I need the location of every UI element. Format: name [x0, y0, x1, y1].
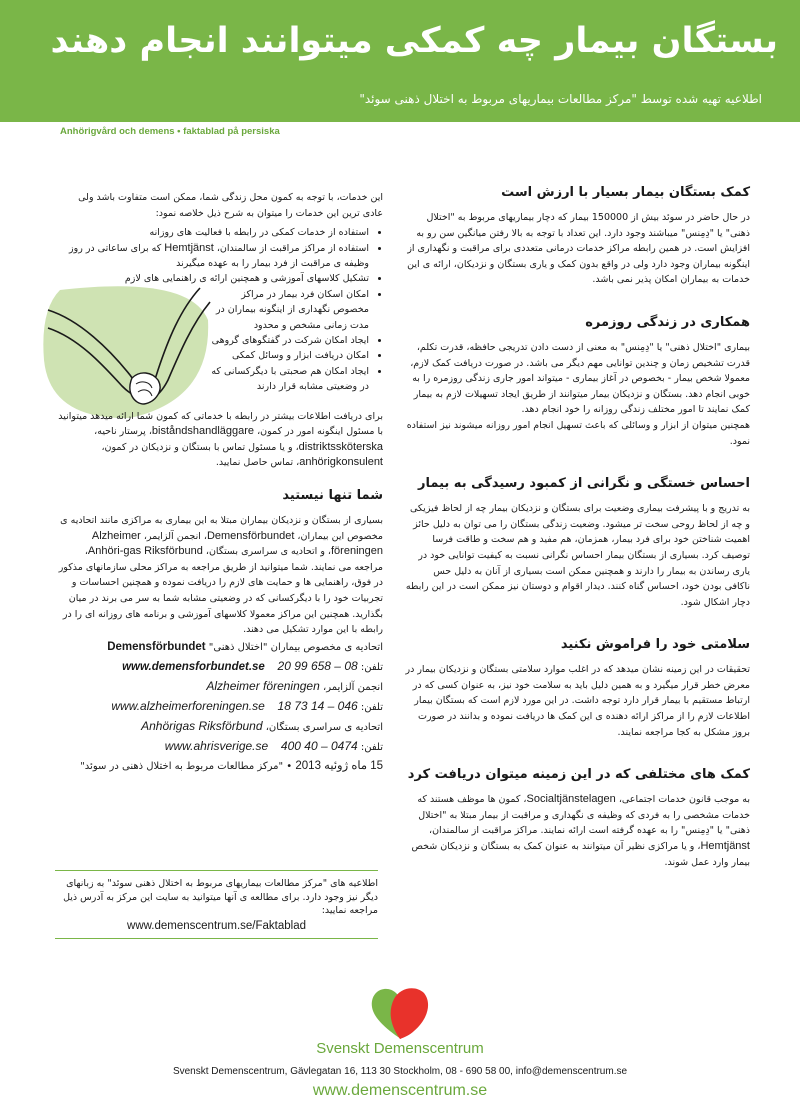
swedish-term: Hemtjänst: [164, 241, 214, 254]
org2-contact: تلفن: 046 – 14 73 18 www.alzheimerforeningen.se: [111, 698, 383, 713]
section-heading: کمک بستگان بیمار بسیار با ارزش است: [501, 185, 750, 200]
section-own-health: [405, 636, 750, 740]
swedish-term: Hemtjänst: [700, 840, 750, 853]
factsheet-link[interactable]: www.demenscentrum.se/Faktablad: [127, 919, 306, 932]
page-subtitle: اطلاعیه تهیه شده توسط "مرکز مطالعات بیماریهای مربوط به اختلال ذهنی سوئد": [359, 92, 762, 106]
org1-name: اتحادیه ی مخصوص بیماران "اختلال ذهنی" Demensförbundet: [107, 640, 383, 653]
org2-name: انجمن آلزایمر، Alzheimer föreningen: [206, 678, 383, 693]
org3-name: اتحادیه ی سراسری بستگان، Anhörigas Riksförbund: [141, 718, 383, 733]
list-item: • امکان اسکان فرد بیمار در مراکز مخصوص نگهداری از اینگونه بیماران در مدت زمانی مشخص و محدود: [209, 287, 369, 333]
section-body: در حال حاضر در سوئد بیش از 150000 بیمار که دچار بیماریهای مربوط به "اختلال ذهنی" یا "دِمِنس" میباشند وجود دارد. این تعداد با توجه به بالا رفتن میانگین سن رو به افزایش است. در همین رابطه مراکز خدمات درمانی متعددی برای مراقبت و نگهداری از اینگونه بیماران وجود دارد ولی در واقع بدون کمک و یاری بستگان و نزدیکان، ارائه ی این خدمات به بیماران امکان پذیر نمی باشد.: [407, 212, 750, 286]
left-column: [55, 190, 383, 776]
section-available-help: [405, 766, 750, 870]
org2-phone: 046 – 14 73 18: [277, 698, 358, 713]
org3-phone: 0474 – 40 400: [280, 738, 358, 753]
org1-phone: 08 – 658 99 20: [277, 658, 358, 673]
list-item: • استفاده از مراکز مراقبت از سالمندان، Hemtjänst که برای ساعاتی در روز وظیفه ی مراقبت از فرد بیمار را به عهده میگیرند: [55, 241, 369, 272]
swedish-term: Alzheimer föreningen: [91, 529, 383, 558]
org2-website[interactable]: www.alzheimerforeningen.se: [111, 698, 265, 713]
publication-date-line: 15 ماه ژوئیه 2013 • "مرکز مطالعات مربوط به اختلال ذهنی در سوئد": [80, 759, 383, 772]
not-alone-body: بسیاری از بستگان و نزدیکان بیماران مبتلا به این بیماری به مراکزی مانند اتحادیه ی مخصوص این بیماران، Demensförbundet، انجمن آلزایمر، Alzheimer föreningen، و اتحادیه ی سراسری بستگان، Anhöri-gas Riksförbund، مراجعه می نمایند. شما میتوانید از طریق مراجعه به مراکز محلی سازمانهای مذکور در فوق، راهنمایی ها و حمایت های لازم را دریافت نموده و همچنین احساسات و تجربیات خود را با دیگرکسانی که در وضعیتی مشابه شما به سر می برند در میان بگذارید. همچنین این مراکز معمولا کلاسهای آموزشی و برنامه های روزانه ای را در رابطه با این موارد تشکیل می دهند.: [58, 515, 383, 636]
list-item: • تشکیل کلاسهای آموزشی و همچنین ارائه ی راهنمایی های لازم: [55, 271, 369, 286]
section-body: به تدریج و با پیشرفت بیماری وضعیت برای بستگان و نزدیکان بیمار چه از لحاظ فیزیکی و چه از لحاظ روحی سخت تر میشود. وضعیت زندگی بستگان را می توان به دلیل حائز اهمیت شناختن خود برای فرد بیمار، همزمان، هم مفید و هم سخت و طاقت فرسا توصیف کرد. بسیاری از بستگان بیمار احساس نگرانی نسبت به کیفیت توانایی خود در یاری رساندن به بیمار را دارند و همچنین ممکن است بسیاری از آنان به دلیل حس ناکافی بودن خود، احساس گناه کنند. دیدار اقوام و دوستان نیز ممکن است در این رابطه دچار اشکال شود.: [405, 503, 750, 608]
section-heading: کمک های مختلفی که در این زمینه میتوان دریافت کرد: [407, 767, 750, 783]
swedish-term: Demensförbundet: [206, 529, 295, 542]
org1-website[interactable]: www.demensforbundet.se: [122, 660, 265, 673]
section-body-2: همچنین میتوان از ابزار و وسائلی که باعث تسهیل انجام امور روزانه میشوند نیز استفاده نمود.: [406, 419, 750, 447]
organization-address: Svenskt Demenscentrum, Gävlegatan 16, 113 30 Stockholm, 08 - 690 58 00, info@demenscentrum.se: [172, 1066, 628, 1077]
section-body: بیماری "اختلال ذهنی" یا "دِمِنس" به معنی از دست دادن تدریجی حافظه، قدرت تکلم، قدرت تشخیص زمان و چندین توانایی مهم دیگر می باشد. در صورت دریافت کمک لازم، معمولا شخص بیمار - بخصوص در آغاز بیماری - میتواند امور جاری زندگی روزمره را به خوبی انجام دهد. بستگان و نزدیکان بیمار میتوانند از طریق ایجاد تسهیلات لازم به بیمار کمک نمایند تا امور مختلف زندگی روزانه را خود انجام دهد.: [410, 341, 750, 416]
section-body: به موجب قانون خدمات اجتماعی، Socialtjänstelagen، کمون ها موظف هستند که خدمات مشخصی را به فردی که وظیفه ی نگهداری و مراقبت از بیمار مبتلا به "اختلال ذهنی" یا "دِمِنس" را به عهده گرفته است ارائه نمایند. مراکز مراقبت از سالمندان، Hemtjänst، و یا مراکزی نظیر آن میتوانند به عنوان کمک به بستگان و نزدیکان شخص بیمار وارد عمل شوند.: [411, 793, 750, 868]
series-tagline: Anhörigvård och demens • faktablad på persiska: [60, 126, 280, 137]
org1-contact: تلفن: 08 – 658 99 20 www.demensforbundet.se: [122, 658, 383, 673]
section-heading: احساس خستگی و نگرانی از کمبود رسیدگی به بیمار: [418, 476, 750, 492]
list-item: • ایجاد امکان شرکت در گفتگوهای گروهی: [209, 333, 369, 348]
other-languages-box: [55, 870, 378, 939]
section-heading: سلامتی خود را فراموش نکنید: [560, 637, 750, 653]
list-item: • ایجاد امکان هم صحبتی با دیگرکسانی که در وضعیتی مشابه قرار دارند: [204, 364, 369, 395]
section-body: تحقیقات در این زمینه نشان میدهد که در اغلب موارد سلامتی بستگان و نزدیکان بیمار در معرض خطر قرار میگیرد و به همین دلیل باید به سلامت خود نیز، به عنوان کسی که در ارتباط مستقیم با بیمار قرار دارد توجه داشت. در این مورد لازم است که بستگان بیمار اطلاعات لازم را از مراکز ارائه دهنده ی این کمک ها دریافت نموده و بدانند در صورت بروز مشکل به کجا مراجعه نمایند.: [405, 664, 750, 738]
swedish-term: Socialtjänstelagen: [526, 793, 616, 806]
swedish-term: biståndshandläggare: [151, 425, 255, 438]
page-title: بستگان بیمار چه کمکی میتوانند انجام دهند: [50, 21, 778, 61]
list-item: • استفاده از خدمات کمکی در رابطه با فعالیت های روزانه: [55, 225, 369, 240]
organization-website[interactable]: www.demenscentrum.se: [312, 1082, 488, 1099]
contact-list: [55, 638, 383, 776]
header-banner: [0, 0, 800, 122]
section-heading-not-alone: شما تنها نیستید: [282, 488, 383, 504]
other-languages-text: اطلاعیه های "مرکز مطالعات بیماریهای مربوط به اختلال ذهنی سوئد" به زبانهای دیگر نیز وجود دارد. برای مطالعه ی آنها میتوانید به سایت این مرکز به آدرس ذیل مراجعه نمایید:: [63, 878, 378, 916]
list-item: • امکان دریافت ابزار و وسائل کمکی: [209, 348, 369, 363]
swedish-term: anhörigkonsulent: [299, 456, 383, 469]
services-intro: این خدمات، با توجه به کمون محل زندگی شما، ممکن است متفاوت باشد ولی عادی ترین این خدمات را میتوان به شرح ذیل خلاصه نمود:: [78, 192, 383, 219]
right-column: [405, 184, 750, 896]
organization-name: Svenskt Demenscentrum: [316, 1040, 484, 1057]
more-info-paragraph: برای دریافت اطلاعات بیشتر در رابطه با خدماتی که کمون شما ارائه میدهد میتوانید با مسئول اینگونه امور در کمون، biståndshandläggare، پرستار ناحیه، distriktssköterska، و یا مسئول تماس با بستگان و نزدیکان در کمون، anhörigkonsulent، تماس حاصل نمایید.: [58, 410, 383, 469]
swedish-term: distriktssköterska: [298, 440, 383, 453]
swedish-term: Anhöri-gas Riksförbund: [87, 545, 203, 558]
section-fatigue-worry: [405, 475, 750, 610]
services-list: [55, 225, 383, 394]
section-heading: همکاری در زندگی روزمره: [585, 314, 750, 330]
section-value-of-relatives: [405, 184, 750, 288]
org3-contact: تلفن: 0474 – 40 400 www.ahrisverige.se: [164, 738, 383, 753]
org3-website[interactable]: www.ahrisverige.se: [164, 738, 269, 753]
heart-logo-icon: [370, 985, 432, 1041]
section-daily-life: [405, 314, 750, 449]
